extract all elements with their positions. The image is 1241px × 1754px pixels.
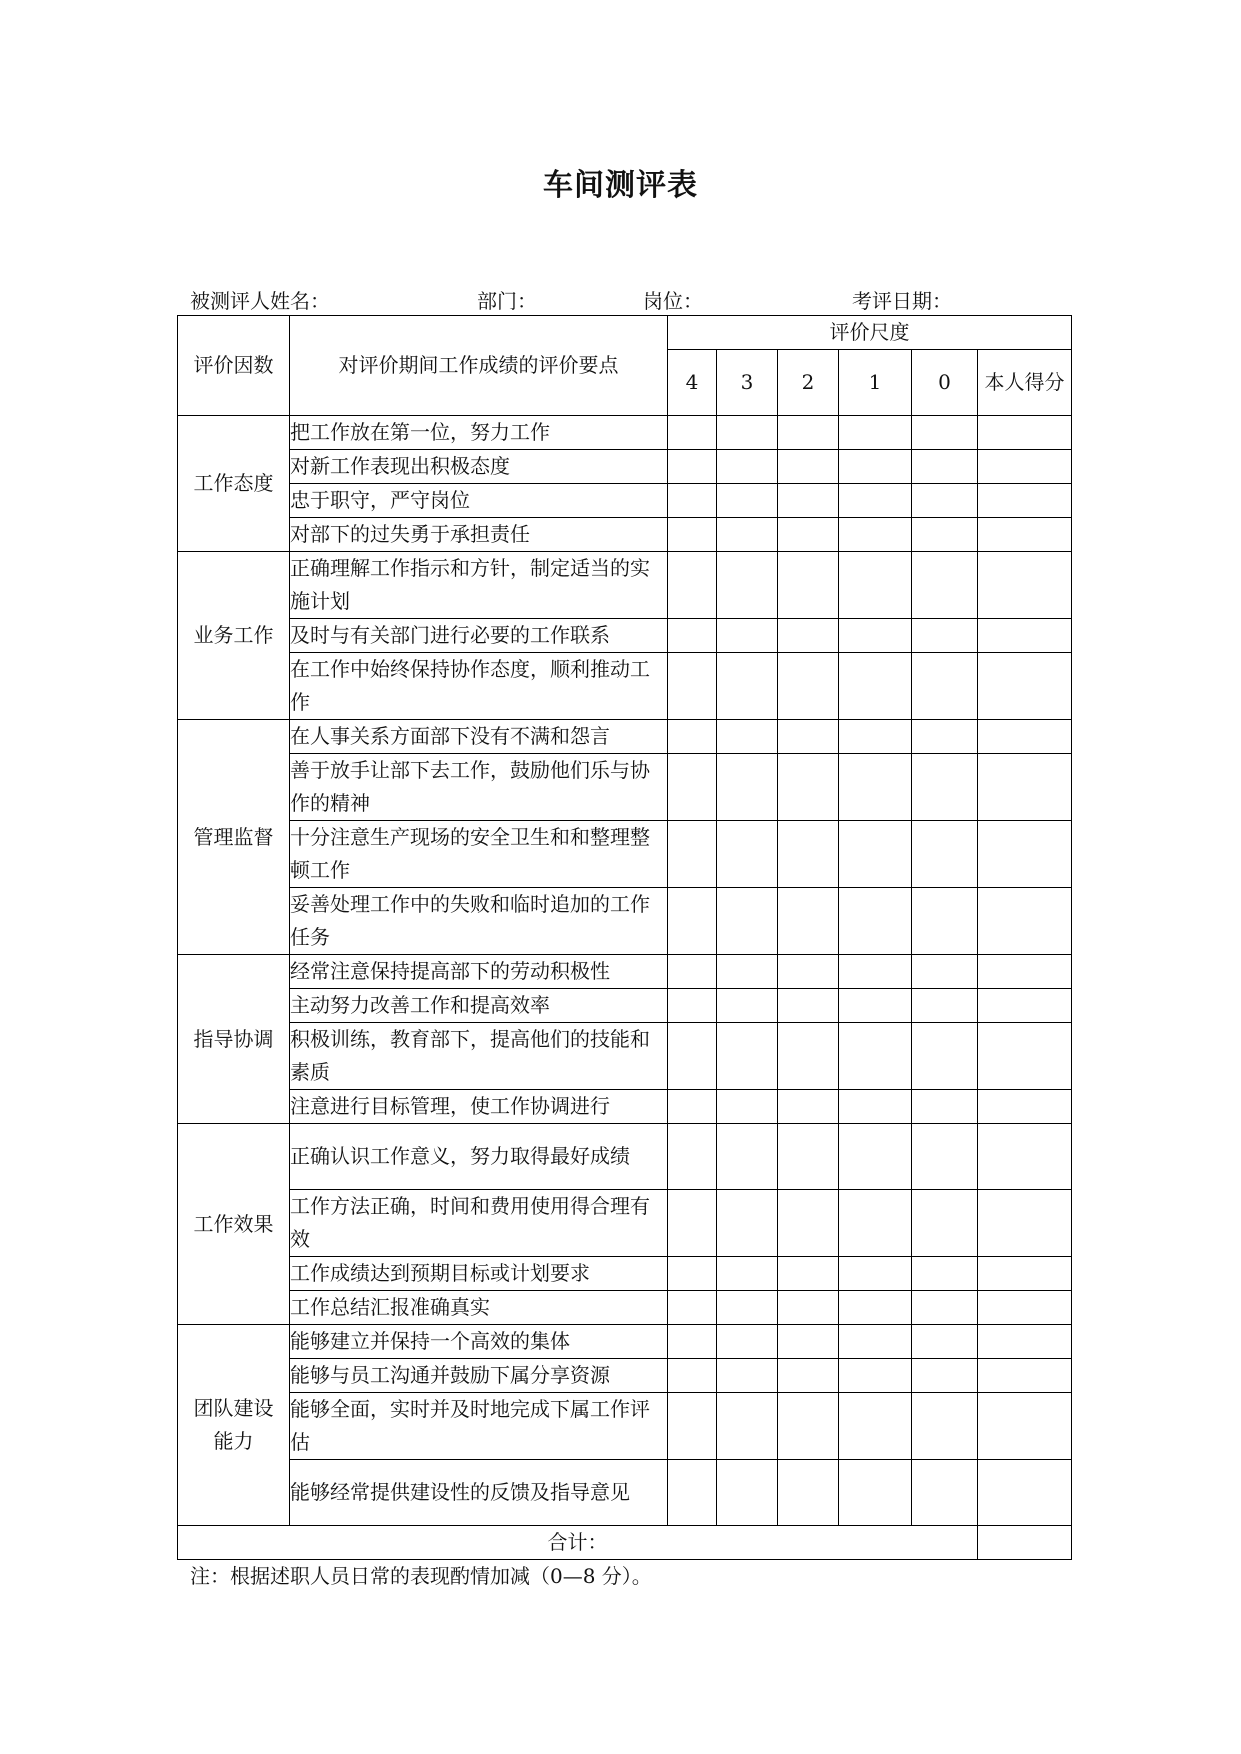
score-cell[interactable] <box>778 653 839 720</box>
score-cell[interactable] <box>717 1124 778 1190</box>
score-cell[interactable] <box>912 450 978 484</box>
evaluation-point: 忠于职守，严守岗位 <box>290 484 668 518</box>
self-score-cell[interactable] <box>978 1325 1072 1359</box>
score-cell[interactable] <box>717 821 778 888</box>
score-cell[interactable] <box>778 821 839 888</box>
score-cell[interactable] <box>912 1257 978 1291</box>
header-points: 对评价期间工作成绩的评价要点 <box>290 316 668 416</box>
score-cell[interactable] <box>778 518 839 552</box>
score-cell[interactable] <box>778 1291 839 1325</box>
score-cell[interactable] <box>839 1325 912 1359</box>
evaluation-point: 能够与员工沟通并鼓励下属分享资源 <box>290 1359 668 1393</box>
self-score-cell[interactable] <box>978 518 1072 552</box>
score-cell[interactable] <box>668 1291 717 1325</box>
evaluation-point: 在工作中始终保持协作态度，顺利推动工作 <box>290 653 668 720</box>
table-row <box>178 955 1072 989</box>
score-cell[interactable] <box>717 1023 778 1090</box>
score-cell[interactable] <box>839 552 912 619</box>
score-cell[interactable] <box>778 1460 839 1526</box>
score-cell[interactable] <box>912 619 978 653</box>
score-cell[interactable] <box>668 1190 717 1257</box>
table-row <box>178 1460 1072 1526</box>
self-score-cell[interactable] <box>978 1090 1072 1124</box>
table-row <box>178 1359 1072 1393</box>
evaluation-point: 及时与有关部门进行必要的工作联系 <box>290 619 668 653</box>
score-cell[interactable] <box>717 955 778 989</box>
score-cell[interactable] <box>668 653 717 720</box>
score-cell[interactable] <box>912 955 978 989</box>
table-row <box>178 416 1072 450</box>
department-label: 部门： <box>477 289 537 313</box>
score-cell[interactable] <box>778 888 839 955</box>
footnote: 注：根据述职人员日常的表现酌情加减（0—8 分）。 <box>190 1564 652 1588</box>
table-row <box>178 1090 1072 1124</box>
score-cell[interactable] <box>839 1460 912 1526</box>
score-cell[interactable] <box>839 484 912 518</box>
self-score-cell[interactable] <box>978 955 1072 989</box>
self-score-cell[interactable] <box>978 1257 1072 1291</box>
score-cell[interactable] <box>778 416 839 450</box>
score-cell[interactable] <box>839 416 912 450</box>
evaluation-point: 正确理解工作指示和方针，制定适当的实施计划 <box>290 552 668 619</box>
score-cell[interactable] <box>839 1090 912 1124</box>
header-score-2: 2 <box>778 350 839 416</box>
evaluation-point: 工作总结汇报准确真实 <box>290 1291 668 1325</box>
evaluation-point: 善于放手让部下去工作，鼓励他们乐与协作的精神 <box>290 754 668 821</box>
self-score-cell[interactable] <box>978 989 1072 1023</box>
score-cell[interactable] <box>839 1291 912 1325</box>
score-cell[interactable] <box>912 653 978 720</box>
score-cell[interactable] <box>839 1023 912 1090</box>
evaluation-point: 积极训练，教育部下，提高他们的技能和素质 <box>290 1023 668 1090</box>
score-cell[interactable] <box>668 619 717 653</box>
score-cell[interactable] <box>912 1359 978 1393</box>
score-cell[interactable] <box>778 1124 839 1190</box>
score-cell[interactable] <box>717 1359 778 1393</box>
header-self-score: 本人得分 <box>978 350 1072 416</box>
score-cell[interactable] <box>839 888 912 955</box>
header-score-0: 0 <box>912 350 978 416</box>
score-cell[interactable] <box>717 1291 778 1325</box>
score-cell[interactable] <box>717 754 778 821</box>
score-cell[interactable] <box>839 1257 912 1291</box>
post-label: 岗位： <box>643 289 703 313</box>
evaluation-point: 正确认识工作意义，努力取得最好成绩 <box>290 1124 668 1190</box>
score-cell[interactable] <box>778 1359 839 1393</box>
score-cell[interactable] <box>668 1460 717 1526</box>
score-cell[interactable] <box>717 1393 778 1460</box>
score-cell[interactable] <box>778 450 839 484</box>
table-row <box>178 484 1072 518</box>
score-cell[interactable] <box>912 1393 978 1460</box>
table-row <box>178 888 1072 955</box>
factor-cell: 业务工作 <box>178 552 290 720</box>
score-cell[interactable] <box>839 754 912 821</box>
score-cell[interactable] <box>912 1023 978 1090</box>
score-cell[interactable] <box>668 888 717 955</box>
table-row <box>178 1325 1072 1359</box>
score-cell[interactable] <box>668 1325 717 1359</box>
table-row <box>178 1124 1072 1190</box>
header-score-4: 4 <box>668 350 717 416</box>
evaluation-point: 妥善处理工作中的失败和临时追加的工作任务 <box>290 888 668 955</box>
score-cell[interactable] <box>778 1325 839 1359</box>
score-cell[interactable] <box>778 1190 839 1257</box>
score-cell[interactable] <box>668 1090 717 1124</box>
evaluation-point: 十分注意生产现场的安全卫生和和整理整顿工作 <box>290 821 668 888</box>
table-row <box>178 821 1072 888</box>
score-cell[interactable] <box>912 754 978 821</box>
score-cell[interactable] <box>668 1359 717 1393</box>
score-cell[interactable] <box>839 720 912 754</box>
table-row <box>178 1190 1072 1257</box>
score-cell[interactable] <box>912 1124 978 1190</box>
score-cell[interactable] <box>778 754 839 821</box>
self-score-cell[interactable] <box>978 1124 1072 1190</box>
score-cell[interactable] <box>912 1460 978 1526</box>
score-cell[interactable] <box>668 1257 717 1291</box>
score-cell[interactable] <box>668 821 717 888</box>
factor-cell: 团队建设能力 <box>178 1325 290 1526</box>
score-cell[interactable] <box>668 720 717 754</box>
self-score-cell[interactable] <box>978 416 1072 450</box>
table-row <box>178 619 1072 653</box>
self-score-cell[interactable] <box>978 720 1072 754</box>
self-score-cell[interactable] <box>978 1359 1072 1393</box>
self-score-cell[interactable] <box>978 484 1072 518</box>
score-cell[interactable] <box>668 754 717 821</box>
score-cell[interactable] <box>778 552 839 619</box>
score-cell[interactable] <box>717 1090 778 1124</box>
score-cell[interactable] <box>778 619 839 653</box>
factor-cell: 工作态度 <box>178 416 290 552</box>
score-cell[interactable] <box>839 955 912 989</box>
evaluation-point: 对部下的过失勇于承担责任 <box>290 518 668 552</box>
score-cell[interactable] <box>839 653 912 720</box>
total-value-cell[interactable] <box>978 1526 1072 1560</box>
score-cell[interactable] <box>912 552 978 619</box>
self-score-cell[interactable] <box>978 1023 1072 1090</box>
score-cell[interactable] <box>778 1393 839 1460</box>
header-factor: 评价因数 <box>178 316 290 416</box>
score-cell[interactable] <box>717 552 778 619</box>
score-cell[interactable] <box>912 484 978 518</box>
score-cell[interactable] <box>839 821 912 888</box>
score-cell[interactable] <box>668 552 717 619</box>
score-cell[interactable] <box>717 1257 778 1291</box>
evaluation-point: 工作成绩达到预期目标或计划要求 <box>290 1257 668 1291</box>
table-row <box>178 720 1072 754</box>
score-cell[interactable] <box>839 1124 912 1190</box>
evaluation-point: 能够全面，实时并及时地完成下属工作评估 <box>290 1393 668 1460</box>
score-cell[interactable] <box>912 1291 978 1325</box>
score-cell[interactable] <box>912 518 978 552</box>
evaluation-point: 工作方法正确，时间和费用使用得合理有效 <box>290 1190 668 1257</box>
score-cell[interactable] <box>668 450 717 484</box>
evaluation-point: 注意进行目标管理，使工作协调进行 <box>290 1090 668 1124</box>
self-score-cell[interactable] <box>978 1393 1072 1460</box>
page-title: 车间测评表 <box>543 168 698 203</box>
factor-cell: 管理监督 <box>178 720 290 955</box>
table-row <box>178 518 1072 552</box>
evaluation-point: 对新工作表现出积极态度 <box>290 450 668 484</box>
score-cell[interactable] <box>778 989 839 1023</box>
evaluation-point: 能够经常提供建设性的反馈及指导意见 <box>290 1460 668 1526</box>
score-cell[interactable] <box>839 619 912 653</box>
self-score-cell[interactable] <box>978 888 1072 955</box>
table-row <box>178 989 1072 1023</box>
score-cell[interactable] <box>778 1023 839 1090</box>
score-cell[interactable] <box>839 1359 912 1393</box>
total-label: 合计： <box>178 1526 978 1560</box>
score-cell[interactable] <box>668 416 717 450</box>
score-cell[interactable] <box>839 450 912 484</box>
score-cell[interactable] <box>668 1023 717 1090</box>
score-cell[interactable] <box>778 720 839 754</box>
score-cell[interactable] <box>912 1325 978 1359</box>
self-score-cell[interactable] <box>978 450 1072 484</box>
score-cell[interactable] <box>912 1190 978 1257</box>
table-row <box>178 450 1072 484</box>
self-score-cell[interactable] <box>978 1460 1072 1526</box>
score-cell[interactable] <box>839 518 912 552</box>
evaluation-point: 能够建立并保持一个高效的集体 <box>290 1325 668 1359</box>
table-row <box>178 1393 1072 1460</box>
factor-cell: 指导协调 <box>178 955 290 1124</box>
score-cell[interactable] <box>717 484 778 518</box>
evaluation-point: 经常注意保持提高部下的劳动积极性 <box>290 955 668 989</box>
score-cell[interactable] <box>717 888 778 955</box>
score-cell[interactable] <box>912 1090 978 1124</box>
header-score-3: 3 <box>717 350 778 416</box>
table-row <box>178 1291 1072 1325</box>
header-scale: 评价尺度 <box>668 316 1072 350</box>
score-cell[interactable] <box>717 619 778 653</box>
score-cell[interactable] <box>778 484 839 518</box>
score-cell[interactable] <box>668 484 717 518</box>
score-cell[interactable] <box>668 518 717 552</box>
self-score-cell[interactable] <box>978 821 1072 888</box>
score-cell[interactable] <box>912 888 978 955</box>
self-score-cell[interactable] <box>978 1190 1072 1257</box>
self-score-cell[interactable] <box>978 754 1072 821</box>
score-cell[interactable] <box>717 450 778 484</box>
factor-cell: 工作效果 <box>178 1124 290 1325</box>
score-cell[interactable] <box>668 989 717 1023</box>
evaluation-point: 在人事关系方面部下没有不满和怨言 <box>290 720 668 754</box>
total-row <box>178 1526 1072 1560</box>
score-cell[interactable] <box>717 416 778 450</box>
score-cell[interactable] <box>717 518 778 552</box>
evaluation-point: 把工作放在第一位，努力工作 <box>290 416 668 450</box>
score-cell[interactable] <box>717 1460 778 1526</box>
evaluation-point: 主动努力改善工作和提高效率 <box>290 989 668 1023</box>
self-score-cell[interactable] <box>978 619 1072 653</box>
name-label: 被测评人姓名： <box>190 289 330 313</box>
score-cell[interactable] <box>778 955 839 989</box>
table-row <box>178 1257 1072 1291</box>
table-row <box>178 552 1072 619</box>
score-cell[interactable] <box>717 1190 778 1257</box>
evaluation-table <box>177 315 1072 1560</box>
score-cell[interactable] <box>912 821 978 888</box>
self-score-cell[interactable] <box>978 653 1072 720</box>
score-cell[interactable] <box>912 720 978 754</box>
score-cell[interactable] <box>839 1190 912 1257</box>
score-cell[interactable] <box>839 1393 912 1460</box>
score-cell[interactable] <box>717 720 778 754</box>
score-cell[interactable] <box>668 1124 717 1190</box>
score-cell[interactable] <box>717 1325 778 1359</box>
score-cell[interactable] <box>778 1257 839 1291</box>
table-row <box>178 1023 1072 1090</box>
score-cell[interactable] <box>912 989 978 1023</box>
self-score-cell[interactable] <box>978 1291 1072 1325</box>
table-row <box>178 653 1072 720</box>
date-label: 考评日期： <box>852 289 952 313</box>
score-cell[interactable] <box>912 416 978 450</box>
self-score-cell[interactable] <box>978 552 1072 619</box>
table-row <box>178 754 1072 821</box>
score-cell[interactable] <box>668 1393 717 1460</box>
score-cell[interactable] <box>778 1090 839 1124</box>
score-cell[interactable] <box>839 989 912 1023</box>
header-score-1: 1 <box>839 350 912 416</box>
score-cell[interactable] <box>668 955 717 989</box>
score-cell[interactable] <box>717 653 778 720</box>
score-cell[interactable] <box>717 989 778 1023</box>
